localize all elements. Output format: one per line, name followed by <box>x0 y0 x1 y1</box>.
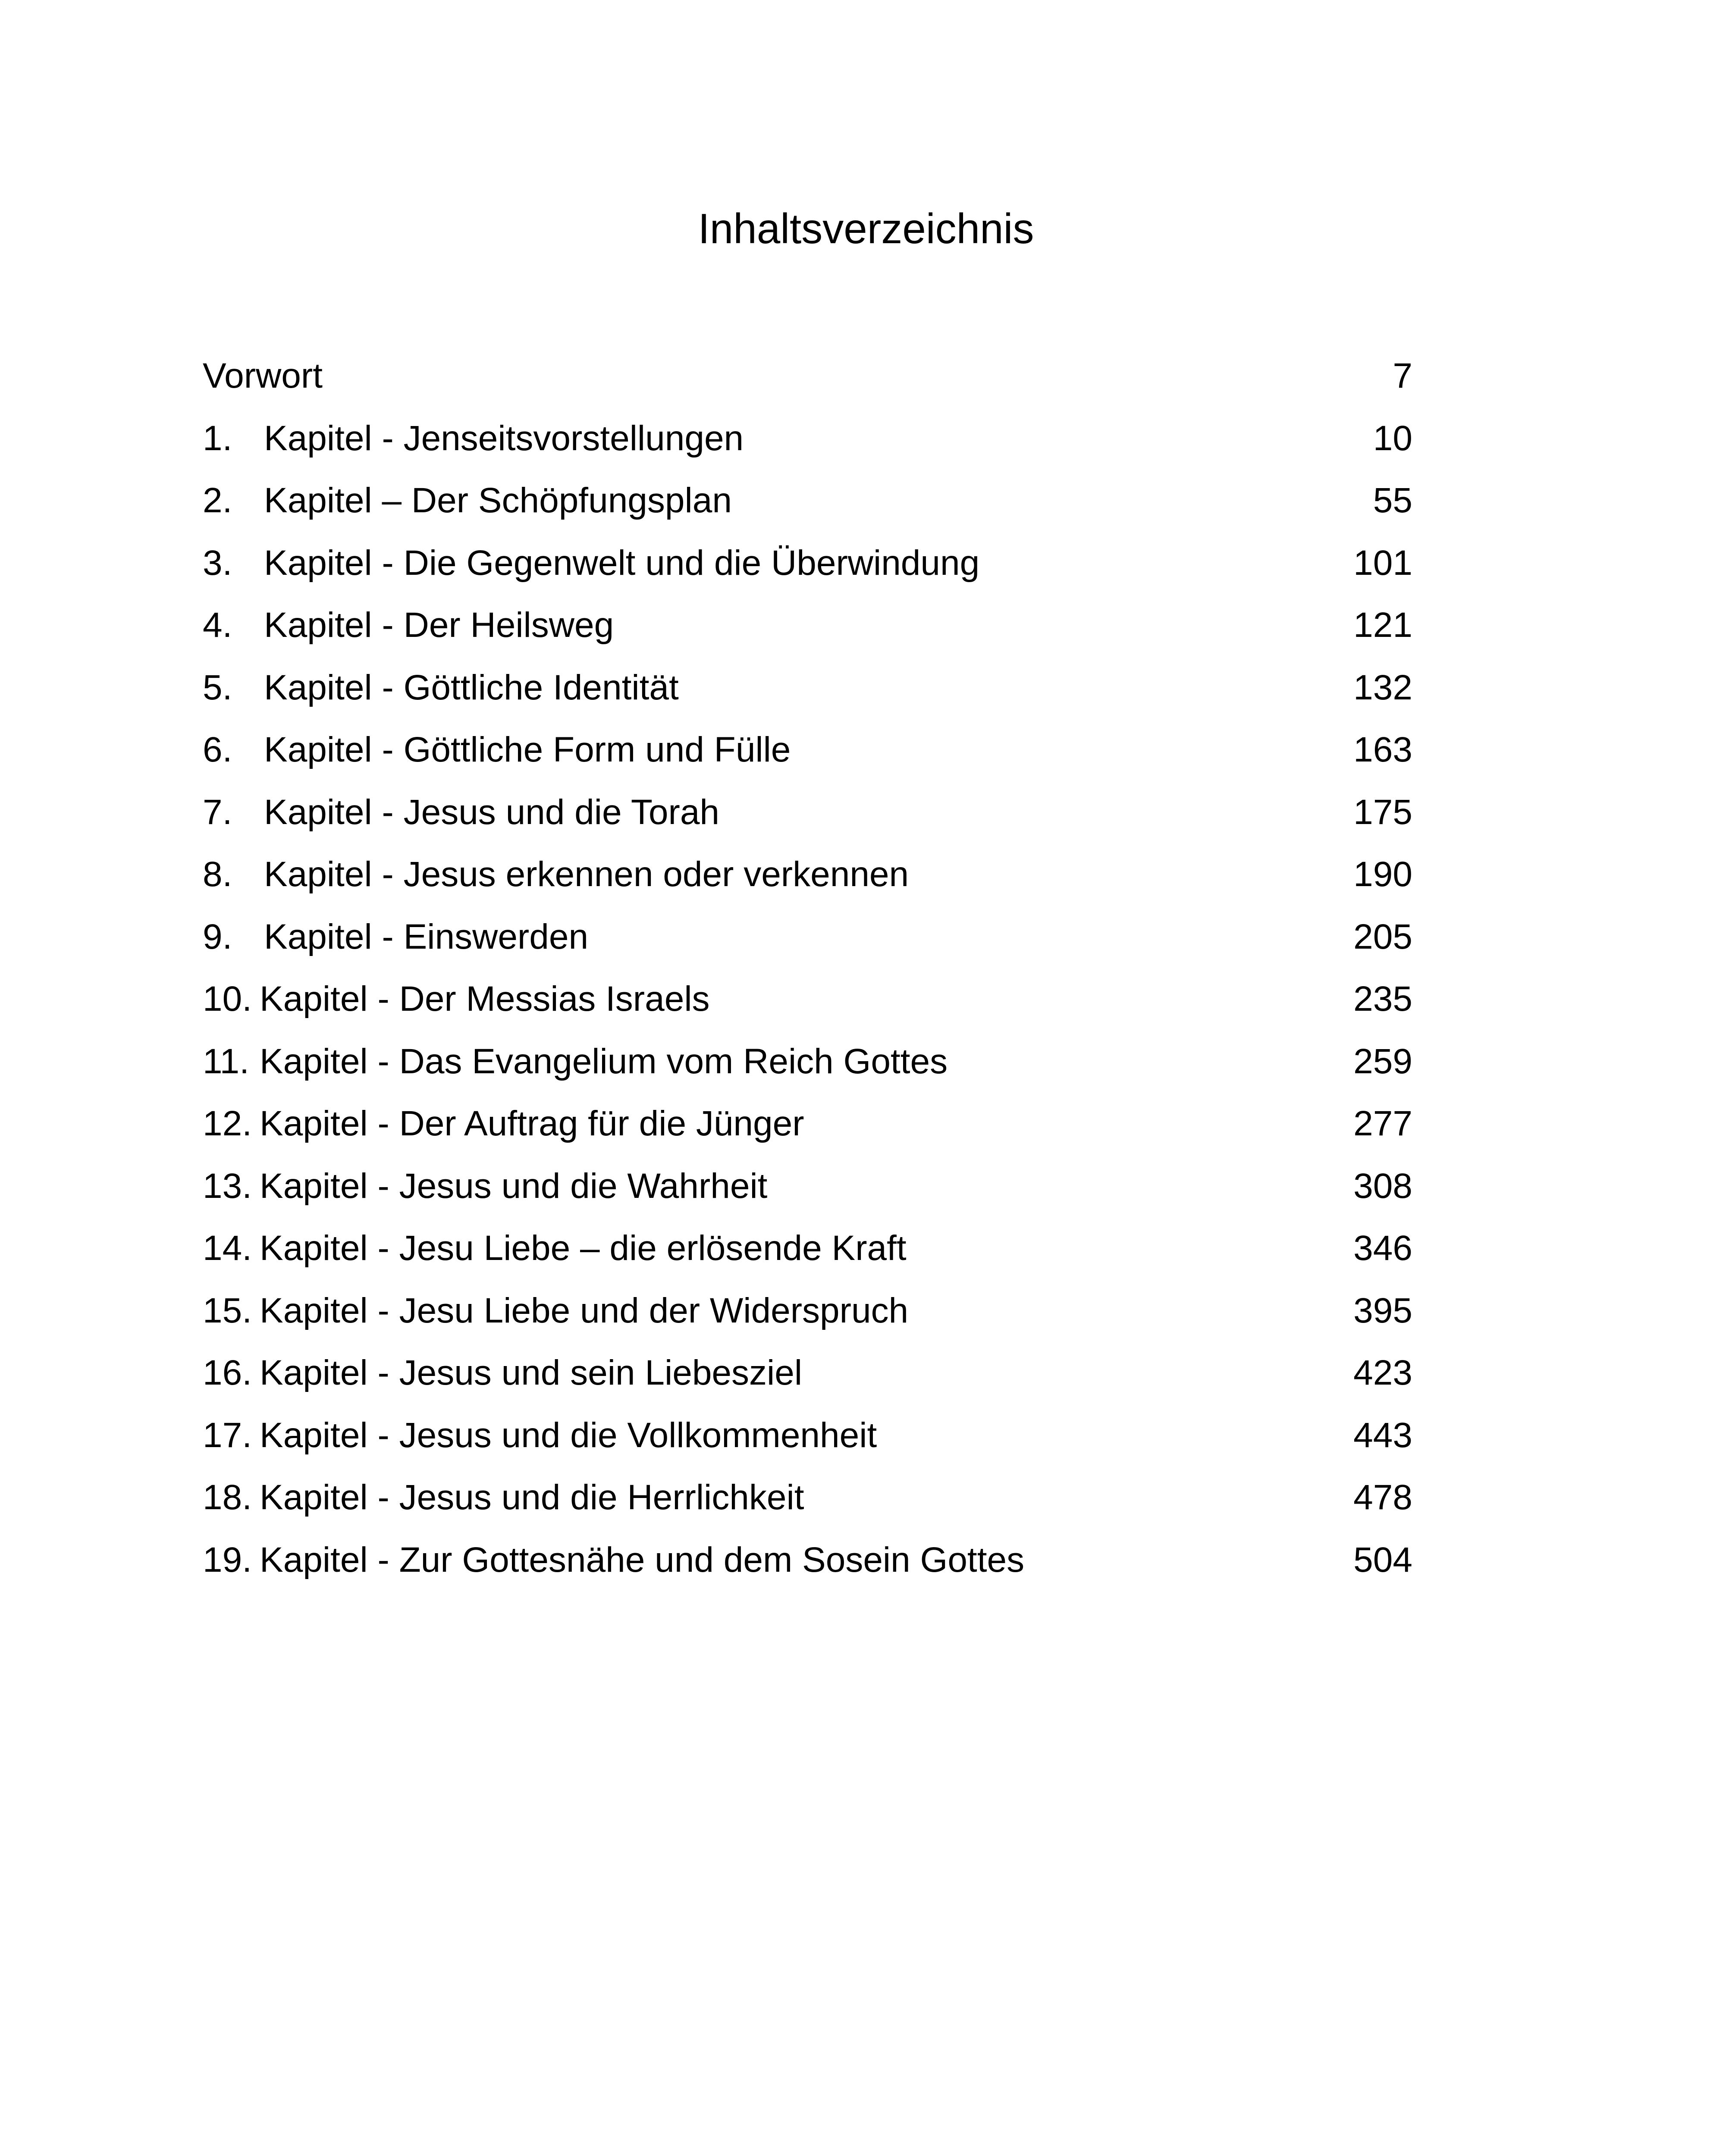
toc-entry-number: 12. <box>203 1104 252 1143</box>
toc-entry-number: 8. <box>203 855 232 894</box>
toc-entry-label: Kapitel - Jesu Liebe und der Widerspruch <box>260 1291 909 1330</box>
toc-entry-number: 4. <box>203 605 232 645</box>
toc-entry <box>203 532 1412 595</box>
toc-entry <box>203 594 1412 657</box>
toc-entry-label: Kapitel - Jenseitsvorstellungen <box>264 418 744 458</box>
toc-entry-page-number: 443 <box>1353 1415 1412 1455</box>
toc-entry <box>203 1404 1412 1467</box>
toc-entry-page-number: 277 <box>1353 1104 1412 1143</box>
toc-entry-label: Kapitel - Jesus und die Torah <box>264 792 720 832</box>
toc-entry-number: 14. <box>203 1228 252 1268</box>
toc-entry <box>203 906 1412 968</box>
toc-entry-number: 11. <box>203 1041 249 1081</box>
toc-entry-label: Kapitel - Göttliche Form und Fülle <box>264 730 791 769</box>
toc-entry-page-number: 10 <box>1373 418 1412 458</box>
toc-entry <box>203 968 1412 1031</box>
toc-entry <box>203 657 1412 719</box>
toc-entry <box>203 345 1412 407</box>
toc-entry-page-number: 101 <box>1353 543 1412 583</box>
toc-entry-label: Kapitel - Göttliche Identität <box>264 667 679 707</box>
toc-entry-number: 7. <box>203 792 232 832</box>
toc-entry-number: 9. <box>203 917 232 956</box>
table-of-contents <box>203 345 1412 1591</box>
toc-entry-page-number: 259 <box>1353 1041 1412 1081</box>
toc-entry-page-number: 423 <box>1353 1353 1412 1392</box>
toc-entry-page-number: 175 <box>1353 792 1412 832</box>
toc-entry-page-number: 235 <box>1353 979 1412 1018</box>
toc-entry-label: Kapitel - Der Auftrag für die Jünger <box>260 1104 804 1143</box>
toc-entry-number: 17. <box>203 1415 252 1455</box>
toc-entry-label: Kapitel - Jesus und sein Liebesziel <box>260 1353 803 1392</box>
toc-entry-number: 15. <box>203 1291 252 1330</box>
toc-entry <box>203 843 1412 906</box>
toc-entry <box>203 1155 1412 1218</box>
toc-entry-page-number: 55 <box>1373 481 1412 520</box>
toc-entry <box>203 1467 1412 1529</box>
toc-entry-label: Kapitel - Jesus und die Herrlichkeit <box>260 1478 804 1517</box>
toc-entry-number: 10. <box>203 979 252 1018</box>
toc-entry <box>203 1529 1412 1592</box>
toc-entry-page-number: 478 <box>1353 1478 1412 1517</box>
toc-entry-label: Kapitel - Das Evangelium vom Reich Gottes <box>260 1041 948 1081</box>
toc-entry-label: Kapitel - Einswerden <box>264 917 589 956</box>
toc-entry-page-number: 205 <box>1353 917 1412 956</box>
toc-entry-page-number: 346 <box>1353 1228 1412 1268</box>
toc-entry-page-number: 163 <box>1353 730 1412 769</box>
toc-entry-label: Kapitel - Der Heilsweg <box>264 605 614 645</box>
toc-entry-label: Kapitel - Die Gegenwelt und die Überwindung <box>264 543 980 583</box>
toc-entry-label: Kapitel - Der Messias Israels <box>260 979 710 1018</box>
toc-entry-page-number: 504 <box>1353 1540 1412 1579</box>
toc-entry-page-number: 395 <box>1353 1291 1412 1330</box>
toc-entry-label: Kapitel - Zur Gottesnähe und dem Sosein Gottes <box>260 1540 1025 1579</box>
toc-entry-number: 13. <box>203 1166 252 1206</box>
toc-entry-label: Kapitel – Der Schöpfungsplan <box>264 481 732 520</box>
toc-entry <box>203 1031 1412 1093</box>
toc-entry-page-number: 308 <box>1353 1166 1412 1206</box>
toc-entry-label: Kapitel - Jesus und die Wahrheit <box>260 1166 768 1206</box>
toc-entry-label: Kapitel - Jesu Liebe – die erlösende Kraft <box>260 1228 907 1268</box>
toc-entry-page-number: 132 <box>1353 667 1412 707</box>
toc-entry-number: 2. <box>203 481 232 520</box>
toc-entry-page-number: 7 <box>1393 356 1412 395</box>
toc-entry <box>203 1342 1412 1404</box>
toc-entry <box>203 407 1412 470</box>
toc-entry-number: 19. <box>203 1540 252 1579</box>
page-title: Inhaltsverzeichnis <box>698 205 1034 252</box>
toc-entry <box>203 1217 1412 1280</box>
toc-entry <box>203 781 1412 844</box>
toc-entry-page-number: 190 <box>1353 855 1412 894</box>
toc-entry-number: 16. <box>203 1353 252 1392</box>
toc-entry <box>203 470 1412 532</box>
toc-entry-number: 18. <box>203 1478 252 1517</box>
toc-entry <box>203 1093 1412 1155</box>
toc-entry-number: 6. <box>203 730 232 769</box>
toc-entry-label: Vorwort <box>203 356 323 395</box>
toc-entry-label: Kapitel - Jesus erkennen oder verkennen <box>264 855 909 894</box>
toc-entry <box>203 719 1412 781</box>
toc-entry-page-number: 121 <box>1353 605 1412 645</box>
toc-entry <box>203 1280 1412 1342</box>
toc-entry-label: Kapitel - Jesus und die Vollkommenheit <box>260 1415 877 1455</box>
toc-entry-number: 1. <box>203 418 232 458</box>
toc-entry-number: 5. <box>203 667 232 707</box>
toc-entry-number: 3. <box>203 543 232 583</box>
